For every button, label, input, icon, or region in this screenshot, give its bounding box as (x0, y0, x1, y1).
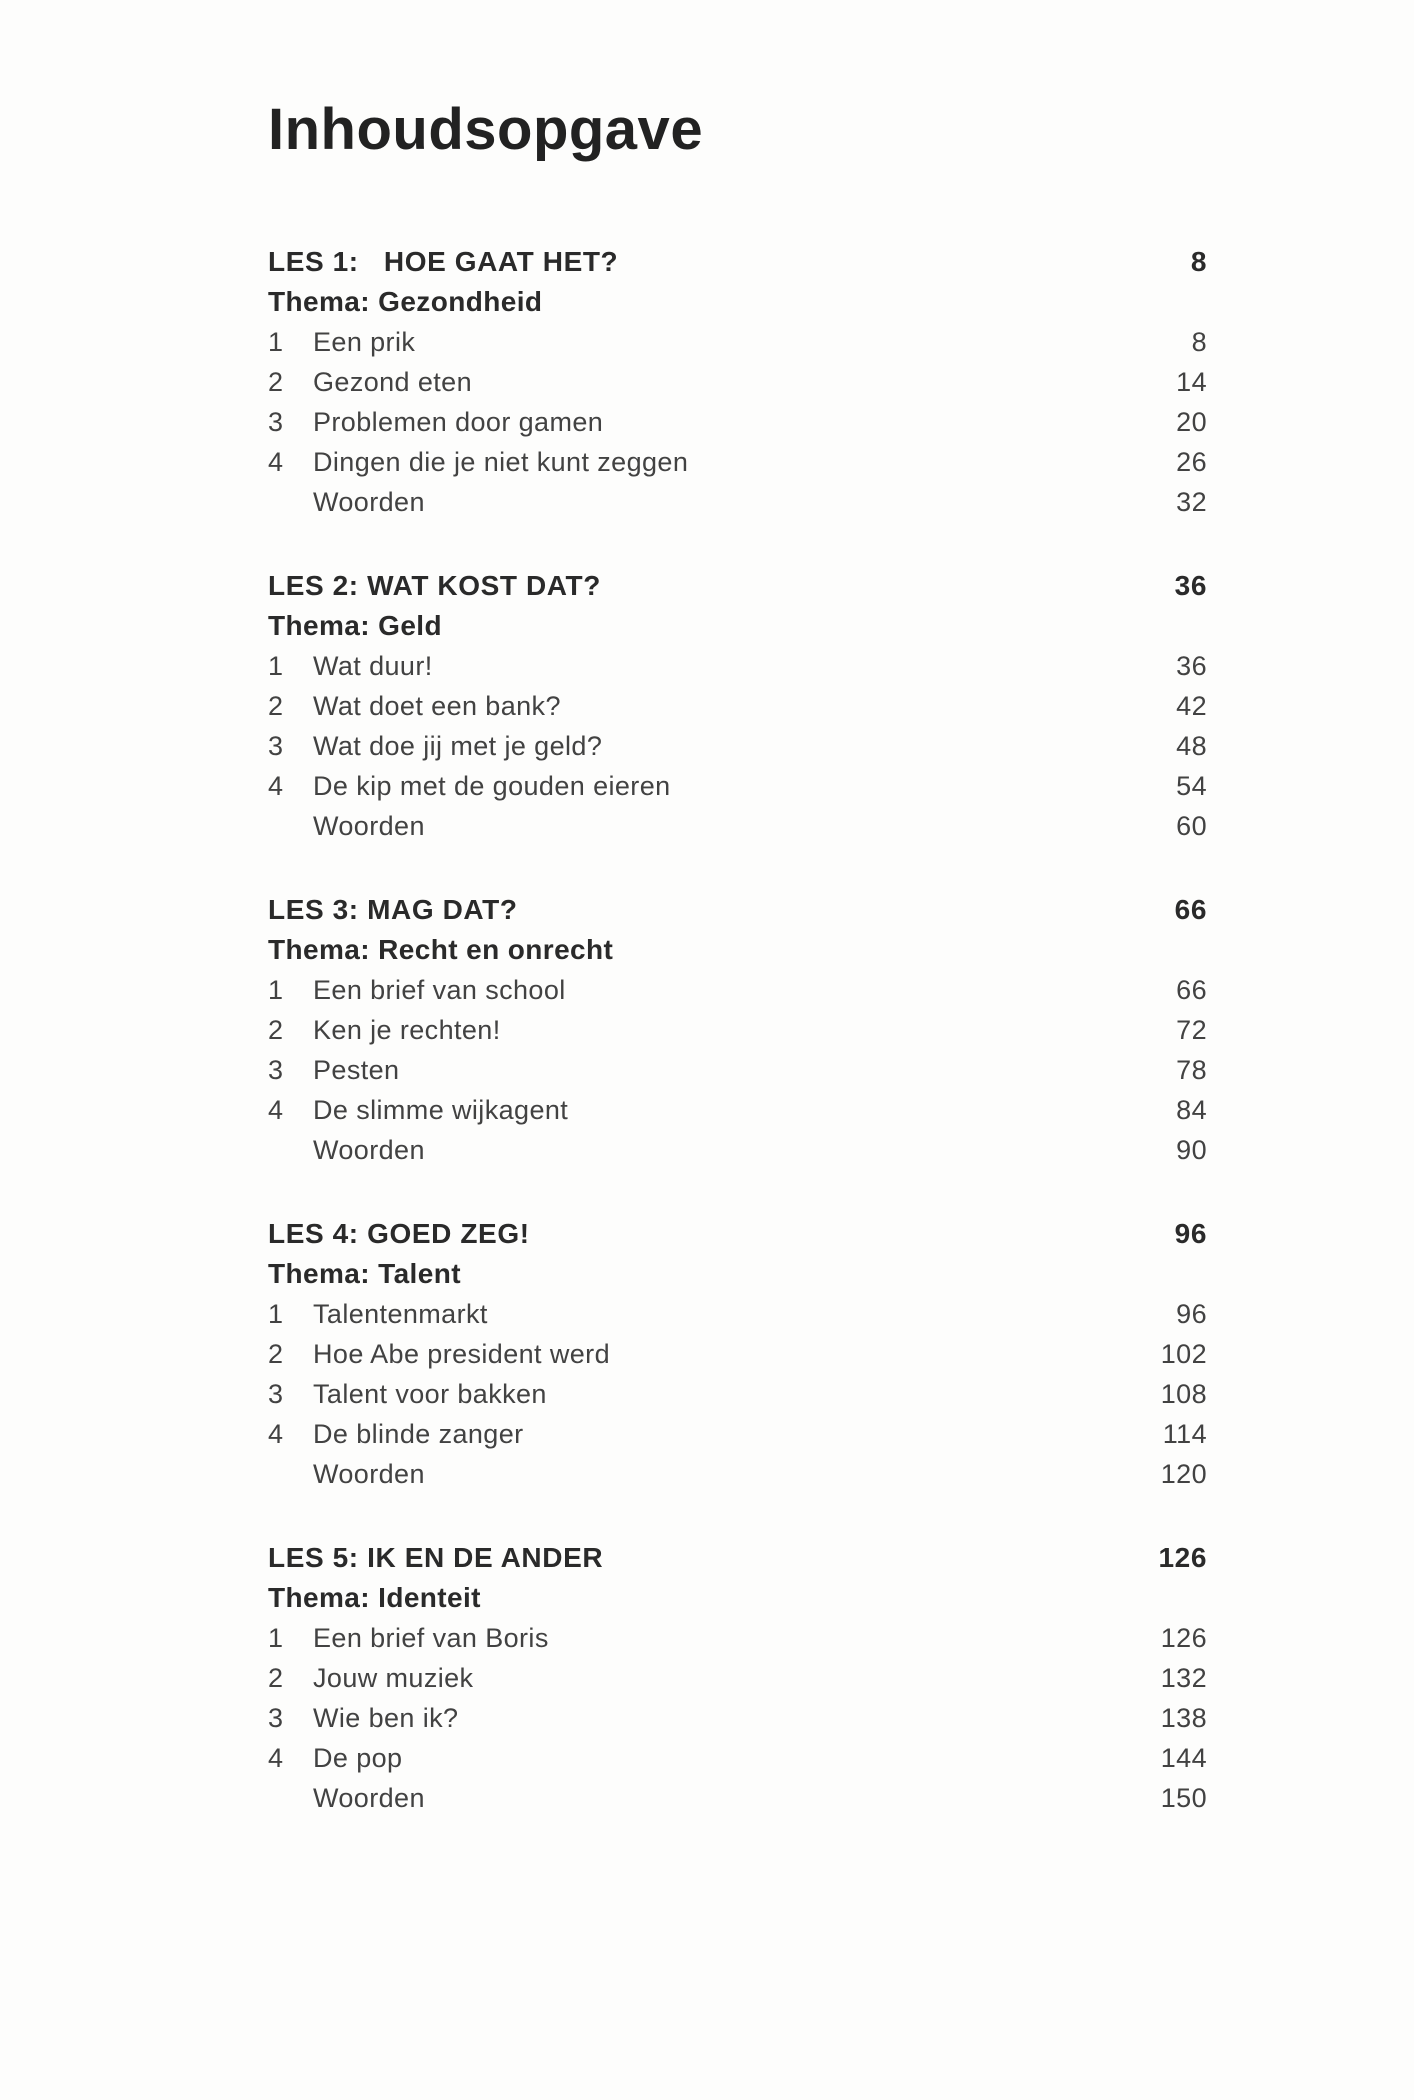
toc-row (268, 1778, 1207, 1818)
toc-section (268, 890, 1207, 1170)
item-number: 1 (268, 974, 284, 1005)
section-heading-label: LES 5: IK EN DE ANDER (268, 1542, 604, 1573)
item-number: 1 (268, 1298, 284, 1329)
toc-row (268, 1090, 1207, 1130)
item-number: 3 (268, 406, 284, 437)
toc-row (268, 646, 1207, 686)
section-heading-page: 96 (1174, 1218, 1207, 1249)
toc-row (268, 1010, 1207, 1050)
section-thema-label: Thema: Geld (268, 610, 442, 641)
item-page: 132 (1160, 1662, 1207, 1693)
item-page: 150 (1160, 1782, 1207, 1813)
item-number: 4 (268, 1742, 284, 1773)
toc-row (268, 970, 1207, 1010)
toc-section (268, 1538, 1207, 1818)
section-thema-row (268, 282, 1207, 322)
toc-row (268, 1414, 1207, 1454)
item-title: Hoe Abe president werd (313, 1338, 610, 1369)
section-heading-label: LES 4: GOED ZEG! (268, 1218, 530, 1249)
toc-row (268, 442, 1207, 482)
section-heading-label: LES 1: HOE GAAT HET? (268, 246, 619, 277)
item-page: 96 (1176, 1298, 1207, 1329)
item-page: 114 (1162, 1418, 1207, 1449)
toc-row (268, 482, 1207, 522)
item-title: De pop (313, 1742, 403, 1773)
item-number: 4 (268, 1418, 284, 1449)
toc-row (268, 1738, 1207, 1778)
section-heading-row (268, 1538, 1207, 1578)
item-number: 3 (268, 1702, 284, 1733)
item-number: 4 (268, 1094, 284, 1125)
item-number: 3 (268, 730, 284, 761)
section-heading-row (268, 566, 1207, 606)
item-title: Woorden (313, 486, 425, 517)
item-title: De slimme wijkagent (313, 1094, 569, 1125)
section-heading-page: 66 (1174, 894, 1207, 925)
section-thema-row (268, 1578, 1207, 1618)
toc-row (268, 362, 1207, 402)
item-number: 1 (268, 326, 284, 357)
item-title: Woorden (313, 1134, 425, 1165)
section-thema-label: Thema: Recht en onrecht (268, 934, 614, 965)
toc-row (268, 402, 1207, 442)
item-page: 8 (1191, 326, 1207, 357)
item-number: 4 (268, 446, 284, 477)
toc-row (268, 1374, 1207, 1414)
item-title: Talent voor bakken (313, 1378, 547, 1409)
item-number: 4 (268, 770, 284, 801)
section-heading-row (268, 890, 1207, 930)
item-page: 20 (1176, 406, 1207, 437)
item-page: 48 (1176, 730, 1207, 761)
item-title: Wat doe jij met je geld? (313, 730, 603, 761)
toc-row (268, 322, 1207, 362)
item-title: Woorden (313, 1458, 425, 1489)
item-page: 36 (1176, 650, 1207, 681)
item-page: 78 (1176, 1054, 1207, 1085)
item-number: 3 (268, 1054, 284, 1085)
item-number: 3 (268, 1378, 284, 1409)
section-heading-row (268, 242, 1207, 282)
section-heading-label: LES 3: MAG DAT? (268, 894, 518, 925)
toc-row (268, 1618, 1207, 1658)
item-title: Wat duur! (313, 650, 433, 681)
item-page: 42 (1176, 690, 1207, 721)
toc-section (268, 242, 1207, 522)
item-title: Wat doet een bank? (313, 690, 561, 721)
item-page: 54 (1176, 770, 1207, 801)
item-page: 72 (1176, 1014, 1207, 1045)
item-page: 90 (1176, 1134, 1207, 1165)
toc-row (268, 1334, 1207, 1374)
item-title: Dingen die je niet kunt zeggen (313, 446, 689, 477)
toc-row (268, 1050, 1207, 1090)
section-heading-page: 8 (1190, 246, 1207, 277)
item-title: Jouw muziek (313, 1662, 474, 1693)
toc-row (268, 1130, 1207, 1170)
item-title: Problemen door gamen (313, 406, 604, 437)
item-number: 2 (268, 1014, 284, 1045)
item-title: De kip met de gouden eieren (313, 770, 671, 801)
section-thema-row (268, 930, 1207, 970)
section-heading-row (268, 1214, 1207, 1254)
item-title: Pesten (313, 1054, 400, 1085)
section-heading-page: 126 (1158, 1542, 1207, 1573)
item-title: Woorden (313, 1782, 425, 1813)
item-page: 60 (1176, 810, 1207, 841)
item-page: 102 (1160, 1338, 1207, 1369)
section-thema-row (268, 1254, 1207, 1294)
item-page: 14 (1176, 366, 1207, 397)
item-title: Een brief van school (313, 974, 566, 1005)
item-title: Een prik (313, 326, 416, 357)
toc-row (268, 726, 1207, 766)
item-number: 1 (268, 1622, 284, 1653)
toc-row (268, 686, 1207, 726)
item-page: 120 (1160, 1458, 1207, 1489)
toc-section (268, 1214, 1207, 1494)
item-page: 26 (1176, 446, 1207, 477)
item-number: 2 (268, 690, 284, 721)
item-page: 108 (1160, 1378, 1207, 1409)
item-title: Ken je rechten! (313, 1014, 501, 1045)
toc-row (268, 1454, 1207, 1494)
item-number: 1 (268, 650, 284, 681)
toc-page (0, 97, 1414, 2100)
item-number: 2 (268, 1338, 284, 1369)
item-number: 2 (268, 1662, 284, 1693)
toc-row (268, 1698, 1207, 1738)
toc-row (268, 766, 1207, 806)
item-page: 84 (1176, 1094, 1207, 1125)
item-title: Woorden (313, 810, 425, 841)
section-thema-label: Thema: Identeit (268, 1582, 481, 1613)
section-thema-label: Thema: Gezondheid (268, 286, 543, 317)
item-page: 32 (1176, 486, 1207, 517)
item-number: 2 (268, 366, 284, 397)
item-title: Talentenmarkt (313, 1298, 488, 1329)
item-title: Gezond eten (313, 366, 473, 397)
toc-row (268, 1294, 1207, 1334)
section-heading-label: LES 2: WAT KOST DAT? (268, 570, 601, 601)
item-title: De blinde zanger (313, 1418, 524, 1449)
item-title: Wie ben ik? (313, 1702, 459, 1733)
toc-row (268, 1658, 1207, 1698)
section-heading-page: 36 (1174, 570, 1207, 601)
item-page: 126 (1160, 1622, 1207, 1653)
item-page: 144 (1160, 1742, 1207, 1773)
section-thema-label: Thema: Talent (268, 1258, 461, 1289)
item-title: Een brief van Boris (313, 1622, 549, 1653)
section-thema-row (268, 606, 1207, 646)
toc (268, 242, 1207, 1818)
item-page: 66 (1176, 974, 1207, 1005)
item-page: 138 (1160, 1702, 1207, 1733)
page-title: Inhoudsopgave (268, 97, 704, 162)
toc-section (268, 566, 1207, 846)
toc-row (268, 806, 1207, 846)
